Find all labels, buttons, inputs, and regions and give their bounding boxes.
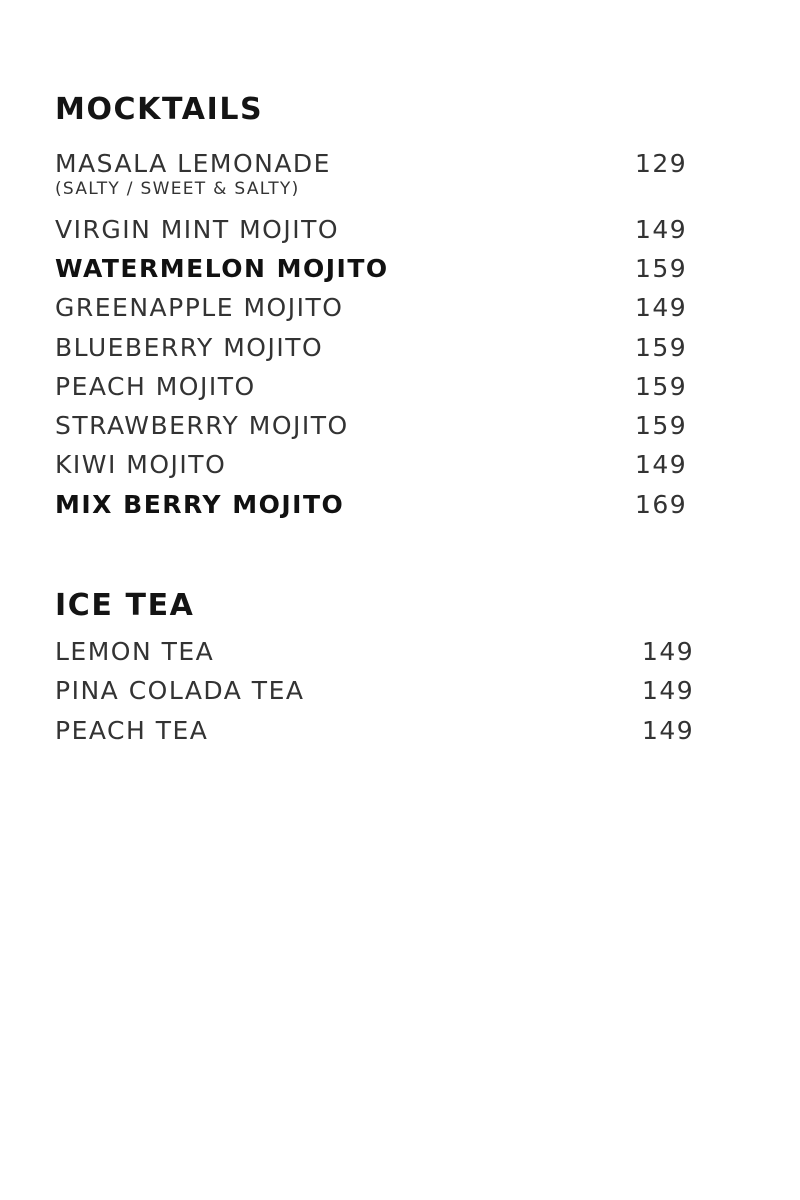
menu-item (55, 215, 745, 245)
item-price: 149 (635, 215, 688, 244)
menu-item (55, 676, 745, 706)
item-name: MASALA LEMONADE (55, 149, 331, 178)
menu-item (55, 333, 745, 363)
item-price: 129 (635, 149, 688, 178)
section-title: MOCKTAILS (55, 92, 264, 127)
item-name: LEMON TEA (55, 637, 215, 666)
item-name: PEACH MOJITO (55, 372, 256, 401)
item-price: 149 (642, 676, 695, 705)
item-name: MIX BERRY MOJITO (55, 490, 345, 519)
item-name: PINA COLADA TEA (55, 676, 305, 705)
item-price: 159 (635, 372, 688, 401)
menu-item (55, 450, 745, 480)
item-name: WATERMELON MOJITO (55, 254, 389, 283)
item-name: PEACH TEA (55, 716, 209, 745)
item-price: 159 (635, 411, 688, 440)
item-price: 149 (642, 637, 695, 666)
menu-item (55, 372, 745, 402)
item-price: 149 (642, 716, 695, 745)
item-name: KIWI MOJITO (55, 450, 227, 479)
item-price: 159 (635, 254, 688, 283)
item-price: 149 (635, 293, 688, 322)
menu-item (55, 411, 745, 441)
item-note: (SALTY / SWEET & SALTY) (55, 179, 300, 199)
menu-item (55, 716, 745, 746)
item-price: 169 (635, 490, 688, 519)
ice-tea-section (55, 588, 745, 745)
item-name: GREENAPPLE MOJITO (55, 293, 344, 322)
menu-item (55, 490, 745, 520)
menu-item (55, 637, 745, 667)
section-title: ICE TEA (55, 588, 195, 623)
menu-item (55, 149, 745, 199)
menu-item (55, 254, 745, 284)
mocktails-section (55, 92, 745, 519)
item-name: BLUEBERRY MOJITO (55, 333, 324, 362)
item-price: 149 (635, 450, 688, 479)
item-price: 159 (635, 333, 688, 362)
menu-item (55, 293, 745, 323)
item-name: STRAWBERRY MOJITO (55, 411, 349, 440)
item-name: VIRGIN MINT MOJITO (55, 215, 340, 244)
